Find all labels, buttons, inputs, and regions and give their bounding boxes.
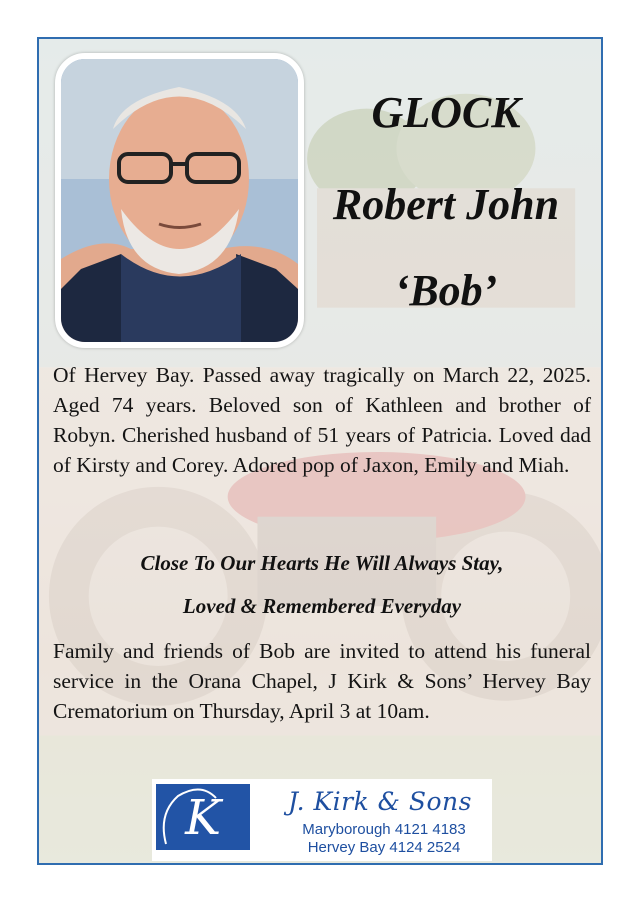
nickname-heading: ‘Bob’ bbox=[394, 266, 498, 315]
maryborough-phone: Maryborough 4121 4183 bbox=[302, 821, 466, 838]
k-monogram-icon bbox=[156, 784, 250, 850]
surname-heading: GLOCK bbox=[371, 88, 521, 137]
portrait-image bbox=[61, 59, 298, 342]
death-notice-paragraph: Of Hervey Bay. Passed away tragically on March 22, 2025. Aged 74 years. Beloved son of Kathleen and brother of Robyn. Cherished husband of 51 years of Patricia. Loved dad of Kirsty and Corey. Adored pop of Jaxon, Emily and Miah. bbox=[53, 363, 591, 477]
given-names-heading: Robert John bbox=[332, 180, 560, 229]
hervey-bay-phone: Hervey Bay 4124 2524 bbox=[307, 839, 461, 856]
verse-line-2: Loved & Remembered Everyday bbox=[182, 594, 462, 618]
monogram-letter: K bbox=[185, 790, 221, 846]
verse-line-1: Close To Our Hearts He Will Always Stay, bbox=[140, 551, 504, 575]
funeral-details-paragraph: Family and friends of Bob are invited to attend his funeral service in the Orana Chapel, J Kirk & Sons’ Hervey Bay Crematorium on Thursday, April 3 at 10am. bbox=[53, 639, 591, 723]
notice-card bbox=[37, 37, 603, 865]
funeral-director-logo bbox=[152, 779, 492, 861]
portrait-photo bbox=[55, 53, 304, 348]
firm-name: J. Kirk & Sons bbox=[287, 787, 472, 816]
monogram-graphic bbox=[156, 784, 250, 850]
